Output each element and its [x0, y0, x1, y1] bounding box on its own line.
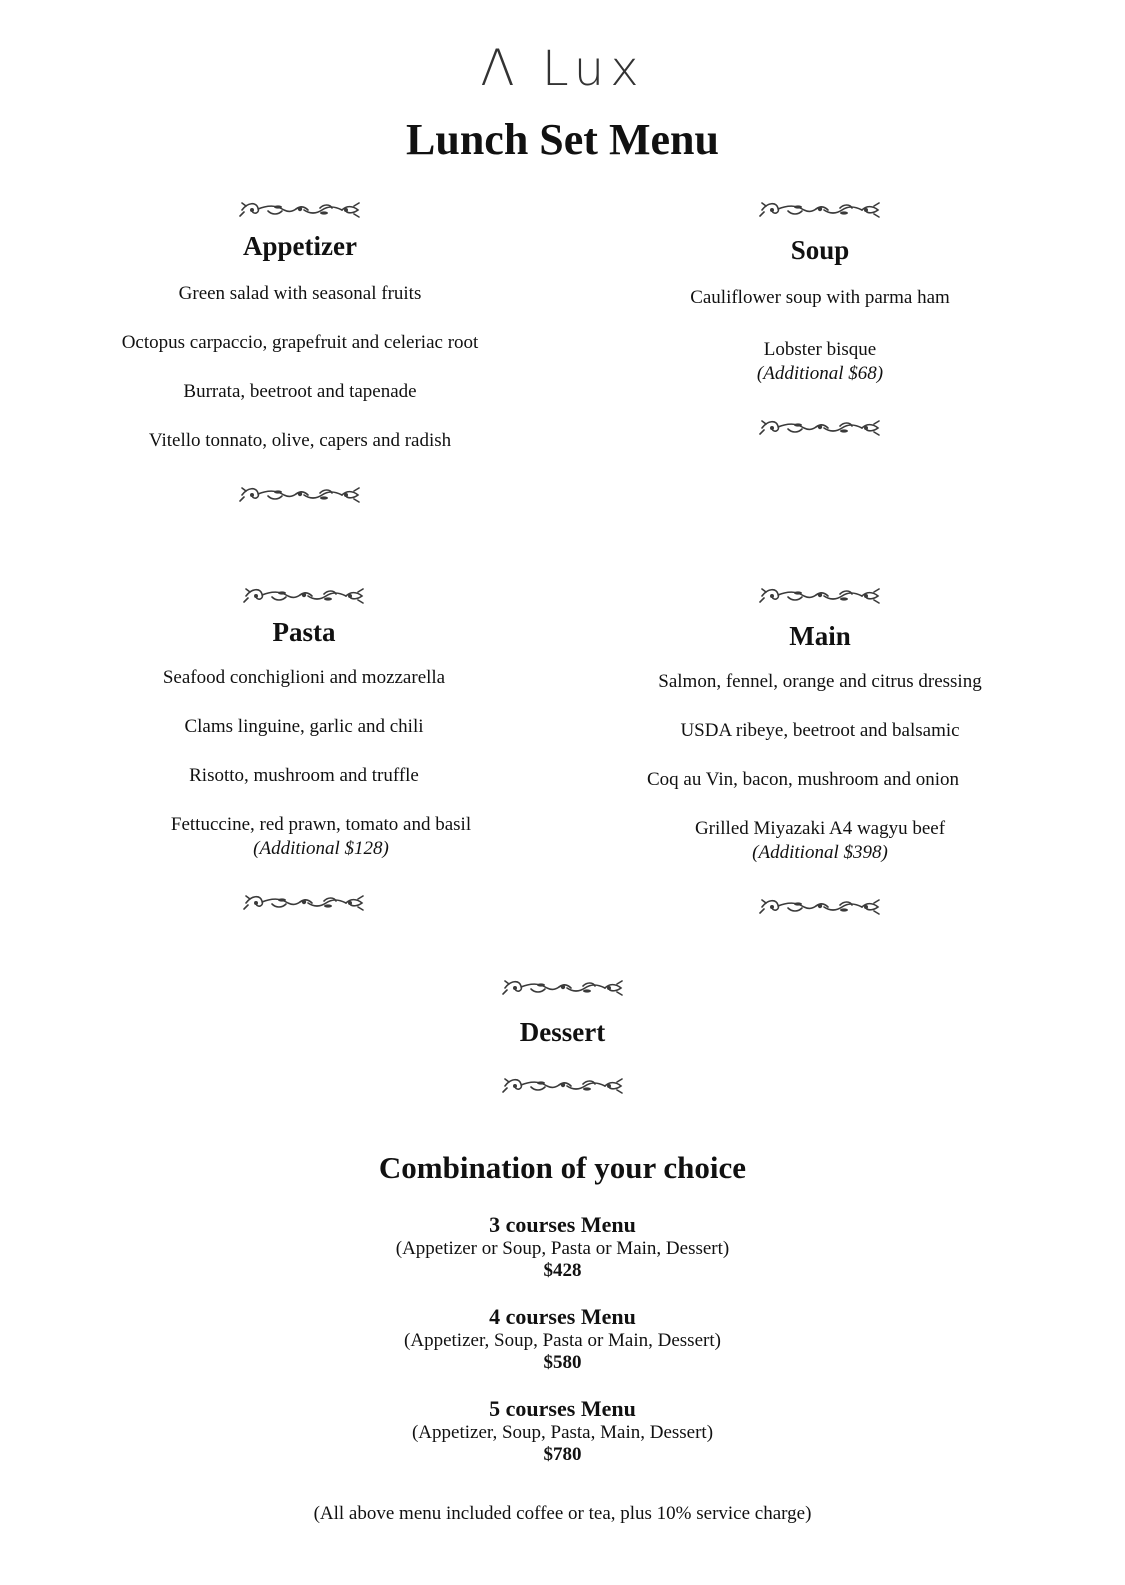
flourish-divider-icon [242, 584, 366, 608]
section-heading-dessert: Dessert [519, 1017, 606, 1047]
menu-item: Burrata, beetroot and tapenade [183, 381, 417, 402]
flourish-divider-icon [758, 198, 882, 222]
pasta-list [104, 666, 504, 861]
section-heading-main: Main [789, 621, 851, 651]
brand-mark-icon: Λ [480, 39, 521, 97]
combination-option [0, 1212, 1125, 1282]
section-pasta [104, 584, 504, 915]
option-name: 4 courses Menu [489, 1304, 636, 1329]
option-description: (Appetizer, Soup, Pasta or Main, Dessert) [404, 1330, 721, 1351]
menu-item: Seafood conchiglioni and mozzarella [162, 667, 446, 688]
menu-item: Coq au Vin, bacon, mushroom and onion [647, 769, 959, 790]
menu-item: Risotto, mushroom and truffle [189, 765, 419, 786]
menu-item: Lobster bisque (Additional $68) [610, 338, 1030, 386]
flourish-divider-icon [242, 891, 366, 915]
section-heading-appetizer: Appetizer [243, 231, 357, 261]
menu-item: Grilled Miyazaki A4 wagyu beef (Additional $398) [610, 817, 1030, 865]
menu-item: Cauliflower soup with parma ham [690, 287, 950, 308]
menu-item: USDA ribeye, beetroot and balsamic [680, 720, 960, 741]
flourish-divider-icon [501, 976, 625, 1000]
flourish-divider-icon [758, 584, 882, 608]
option-description: (Appetizer or Soup, Pasta or Main, Dessert) [395, 1238, 730, 1259]
option-price: $428 [543, 1260, 582, 1281]
appetizer-list [100, 282, 500, 453]
brand-logo [0, 38, 1125, 99]
section-appetizer [100, 198, 500, 507]
additional-price: (Additional $398) [752, 842, 888, 863]
flourish-divider-icon [238, 198, 362, 222]
additional-price: (Additional $68) [756, 363, 884, 384]
menu-item: Fettuccine, red prawn, tomato and basil (Additional $128) [104, 813, 504, 861]
main-list [610, 670, 1030, 865]
option-name: 3 courses Menu [489, 1212, 636, 1237]
menu-item: Clams linguine, garlic and chili [184, 716, 424, 737]
brand-name: Lux [541, 41, 645, 97]
menu-item: Salmon, fennel, orange and citrus dressing [658, 671, 982, 692]
option-name: 5 courses Menu [489, 1396, 636, 1421]
option-price: $780 [543, 1444, 582, 1465]
combination-option [0, 1304, 1125, 1374]
page-title: Lunch Set Menu [406, 115, 719, 164]
flourish-divider-icon [501, 1074, 625, 1098]
option-price: $580 [543, 1352, 582, 1373]
section-heading-pasta: Pasta [272, 617, 336, 647]
combination-title: Combination of your choice [378, 1150, 747, 1185]
footer-note: (All above menu included coffee or tea, plus 10% service charge) [313, 1503, 812, 1524]
flourish-divider-icon [238, 483, 362, 507]
section-heading-soup: Soup [790, 235, 850, 265]
menu-item: Green salad with seasonal fruits [178, 283, 422, 304]
flourish-divider-icon [758, 895, 882, 919]
flourish-divider-icon [758, 416, 882, 440]
combination-option [0, 1396, 1125, 1466]
soup-list [610, 286, 1030, 386]
combination-options [0, 1212, 1125, 1488]
option-description: (Appetizer, Soup, Pasta, Main, Dessert) [411, 1422, 714, 1443]
section-dessert [400, 976, 725, 1098]
menu-item: Vitello tonnato, olive, capers and radish [148, 430, 452, 451]
menu-item: Octopus carpaccio, grapefruit and celeriac root [121, 332, 479, 353]
section-soup [610, 198, 1030, 440]
additional-price: (Additional $128) [253, 838, 389, 859]
section-main [610, 584, 1030, 919]
